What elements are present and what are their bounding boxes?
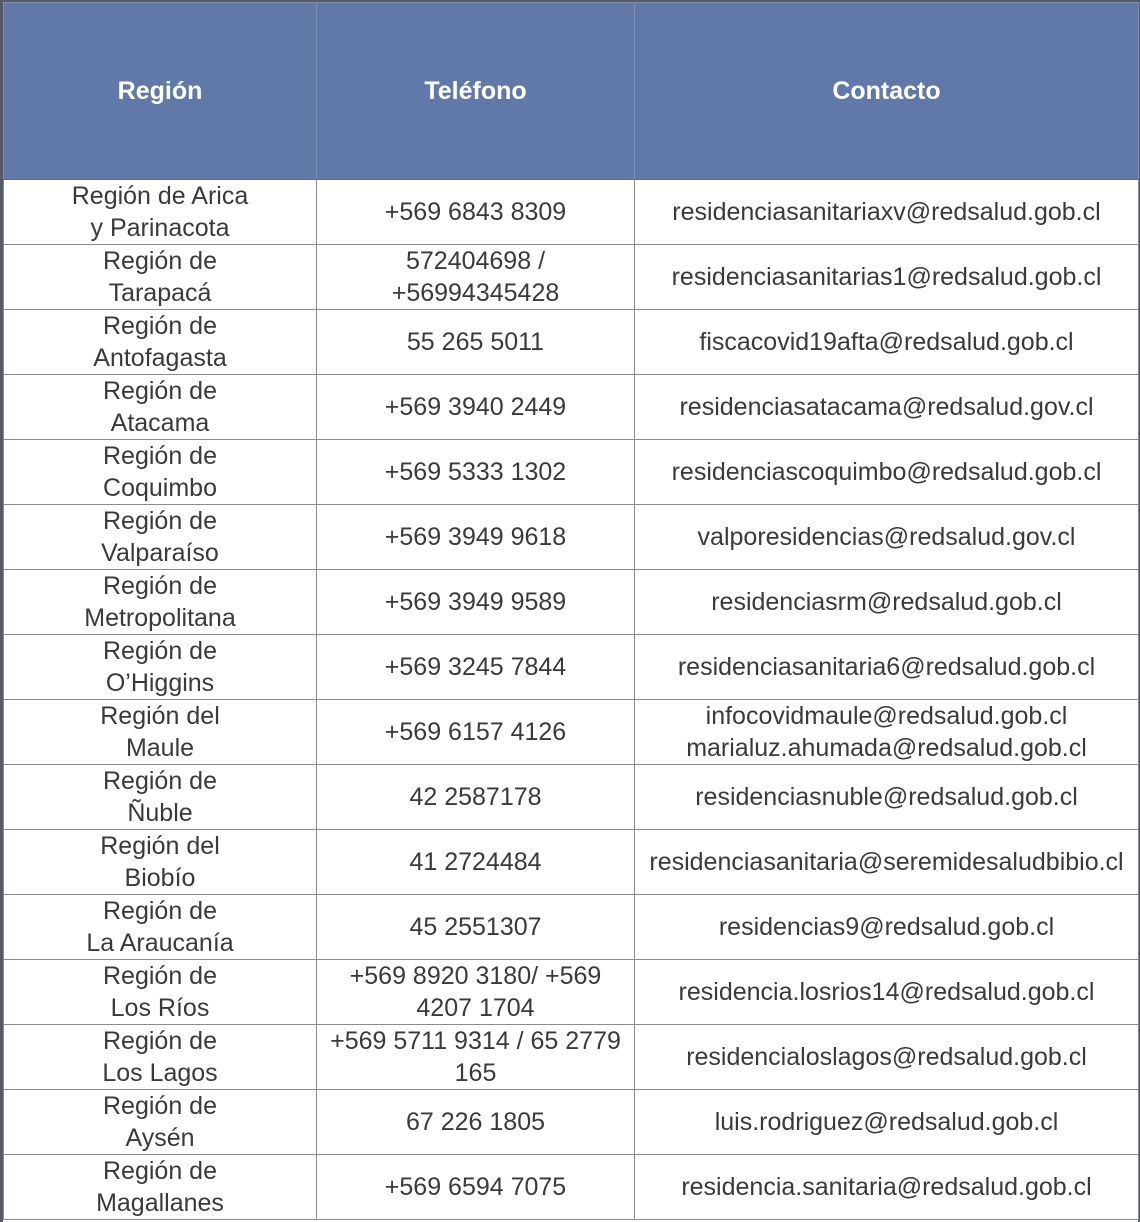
region-cell: Región de Los Lagos: [4, 1025, 317, 1090]
phone-cell: 42 2587178: [317, 765, 635, 830]
phone-cell: +569 3949 9618: [317, 505, 635, 570]
table-row: [4, 375, 1139, 440]
contact-email-cell[interactable]: residenciasatacama@redsalud.gov.cl: [635, 375, 1139, 440]
region-cell: Región de Aysén: [4, 1090, 317, 1155]
region-cell: Región de Magallanes: [4, 1155, 317, 1220]
table-body: [4, 180, 1139, 1220]
table-row: [4, 180, 1139, 245]
region-cell: Región de O’Higgins: [4, 635, 317, 700]
table-row: [4, 245, 1139, 310]
header-phone: Teléfono: [317, 3, 635, 180]
region-cell: Región de Valparaíso: [4, 505, 317, 570]
contact-email-cell[interactable]: luis.rodriguez@redsalud.gob.cl: [635, 1090, 1139, 1155]
table-row: [4, 440, 1139, 505]
table-row: [4, 1025, 1139, 1090]
contact-email-cell[interactable]: residenciasrm@redsalud.gob.cl: [635, 570, 1139, 635]
region-cell: Región de Tarapacá: [4, 245, 317, 310]
contact-email-cell[interactable]: residenciasnuble@redsalud.gob.cl: [635, 765, 1139, 830]
phone-cell: +569 6594 7075: [317, 1155, 635, 1220]
contact-email-cell[interactable]: residencialoslagos@redsalud.gob.cl: [635, 1025, 1139, 1090]
region-cell: Región de Coquimbo: [4, 440, 317, 505]
phone-cell: +569 5711 9314 / 65 2779 165: [317, 1025, 635, 1090]
contact-email-cell[interactable]: residenciasanitariaxv@redsalud.gob.cl: [635, 180, 1139, 245]
table-row: [4, 895, 1139, 960]
table-row: [4, 570, 1139, 635]
phone-cell: +569 3245 7844: [317, 635, 635, 700]
table-row: [4, 1090, 1139, 1155]
header-region: Región: [4, 3, 317, 180]
contact-email-cell[interactable]: residencias9@redsalud.gob.cl: [635, 895, 1139, 960]
region-cell: Región de Metropolitana: [4, 570, 317, 635]
phone-cell: 572404698 / +56994345428: [317, 245, 635, 310]
phone-cell: 67 226 1805: [317, 1090, 635, 1155]
contact-email-cell[interactable]: infocovidmaule@redsalud.gob.cl marialuz.ahumada@redsalud.gob.cl: [635, 700, 1139, 765]
contact-email-cell[interactable]: residenciasanitaria6@redsalud.gob.cl: [635, 635, 1139, 700]
contact-email-cell[interactable]: residenciasanitarias1@redsalud.gob.cl: [635, 245, 1139, 310]
region-cell: Región de Atacama: [4, 375, 317, 440]
contact-email-cell[interactable]: residencia.losrios14@redsalud.gob.cl: [635, 960, 1139, 1025]
contact-email-cell[interactable]: residencia.sanitaria@redsalud.gob.cl: [635, 1155, 1139, 1220]
table-row: [4, 765, 1139, 830]
table-header: [4, 3, 1139, 180]
phone-cell: 55 265 5011: [317, 310, 635, 375]
region-cell: Región de Los Ríos: [4, 960, 317, 1025]
phone-cell: +569 8920 3180/ +569 4207 1704: [317, 960, 635, 1025]
table-row: [4, 505, 1139, 570]
contact-email-cell[interactable]: residenciascoquimbo@redsalud.gob.cl: [635, 440, 1139, 505]
region-cell: Región de Ñuble: [4, 765, 317, 830]
phone-cell: +569 6157 4126: [317, 700, 635, 765]
contact-email-cell[interactable]: residenciasanitaria@seremidesaludbibio.cl: [635, 830, 1139, 895]
header-row: [4, 3, 1139, 180]
phone-cell: 41 2724484: [317, 830, 635, 895]
contact-email-cell[interactable]: valporesidencias@redsalud.gov.cl: [635, 505, 1139, 570]
region-cell: Región de La Araucanía: [4, 895, 317, 960]
region-cell: Región del Maule: [4, 700, 317, 765]
phone-cell: +569 3940 2449: [317, 375, 635, 440]
table-row: [4, 700, 1139, 765]
region-cell: Región del Biobío: [4, 830, 317, 895]
header-contact: Contacto: [635, 3, 1139, 180]
table-row: [4, 960, 1139, 1025]
phone-cell: +569 3949 9589: [317, 570, 635, 635]
region-cell: Región de Arica y Parinacota: [4, 180, 317, 245]
contact-email-cell[interactable]: fiscacovid19afta@redsalud.gob.cl: [635, 310, 1139, 375]
residencias-contacts-table: [3, 2, 1139, 1220]
table-row: [4, 1155, 1139, 1220]
phone-cell: +569 6843 8309: [317, 180, 635, 245]
table-row: [4, 635, 1139, 700]
table-row: [4, 310, 1139, 375]
region-cell: Región de Antofagasta: [4, 310, 317, 375]
table-row: [4, 830, 1139, 895]
phone-cell: 45 2551307: [317, 895, 635, 960]
phone-cell: +569 5333 1302: [317, 440, 635, 505]
